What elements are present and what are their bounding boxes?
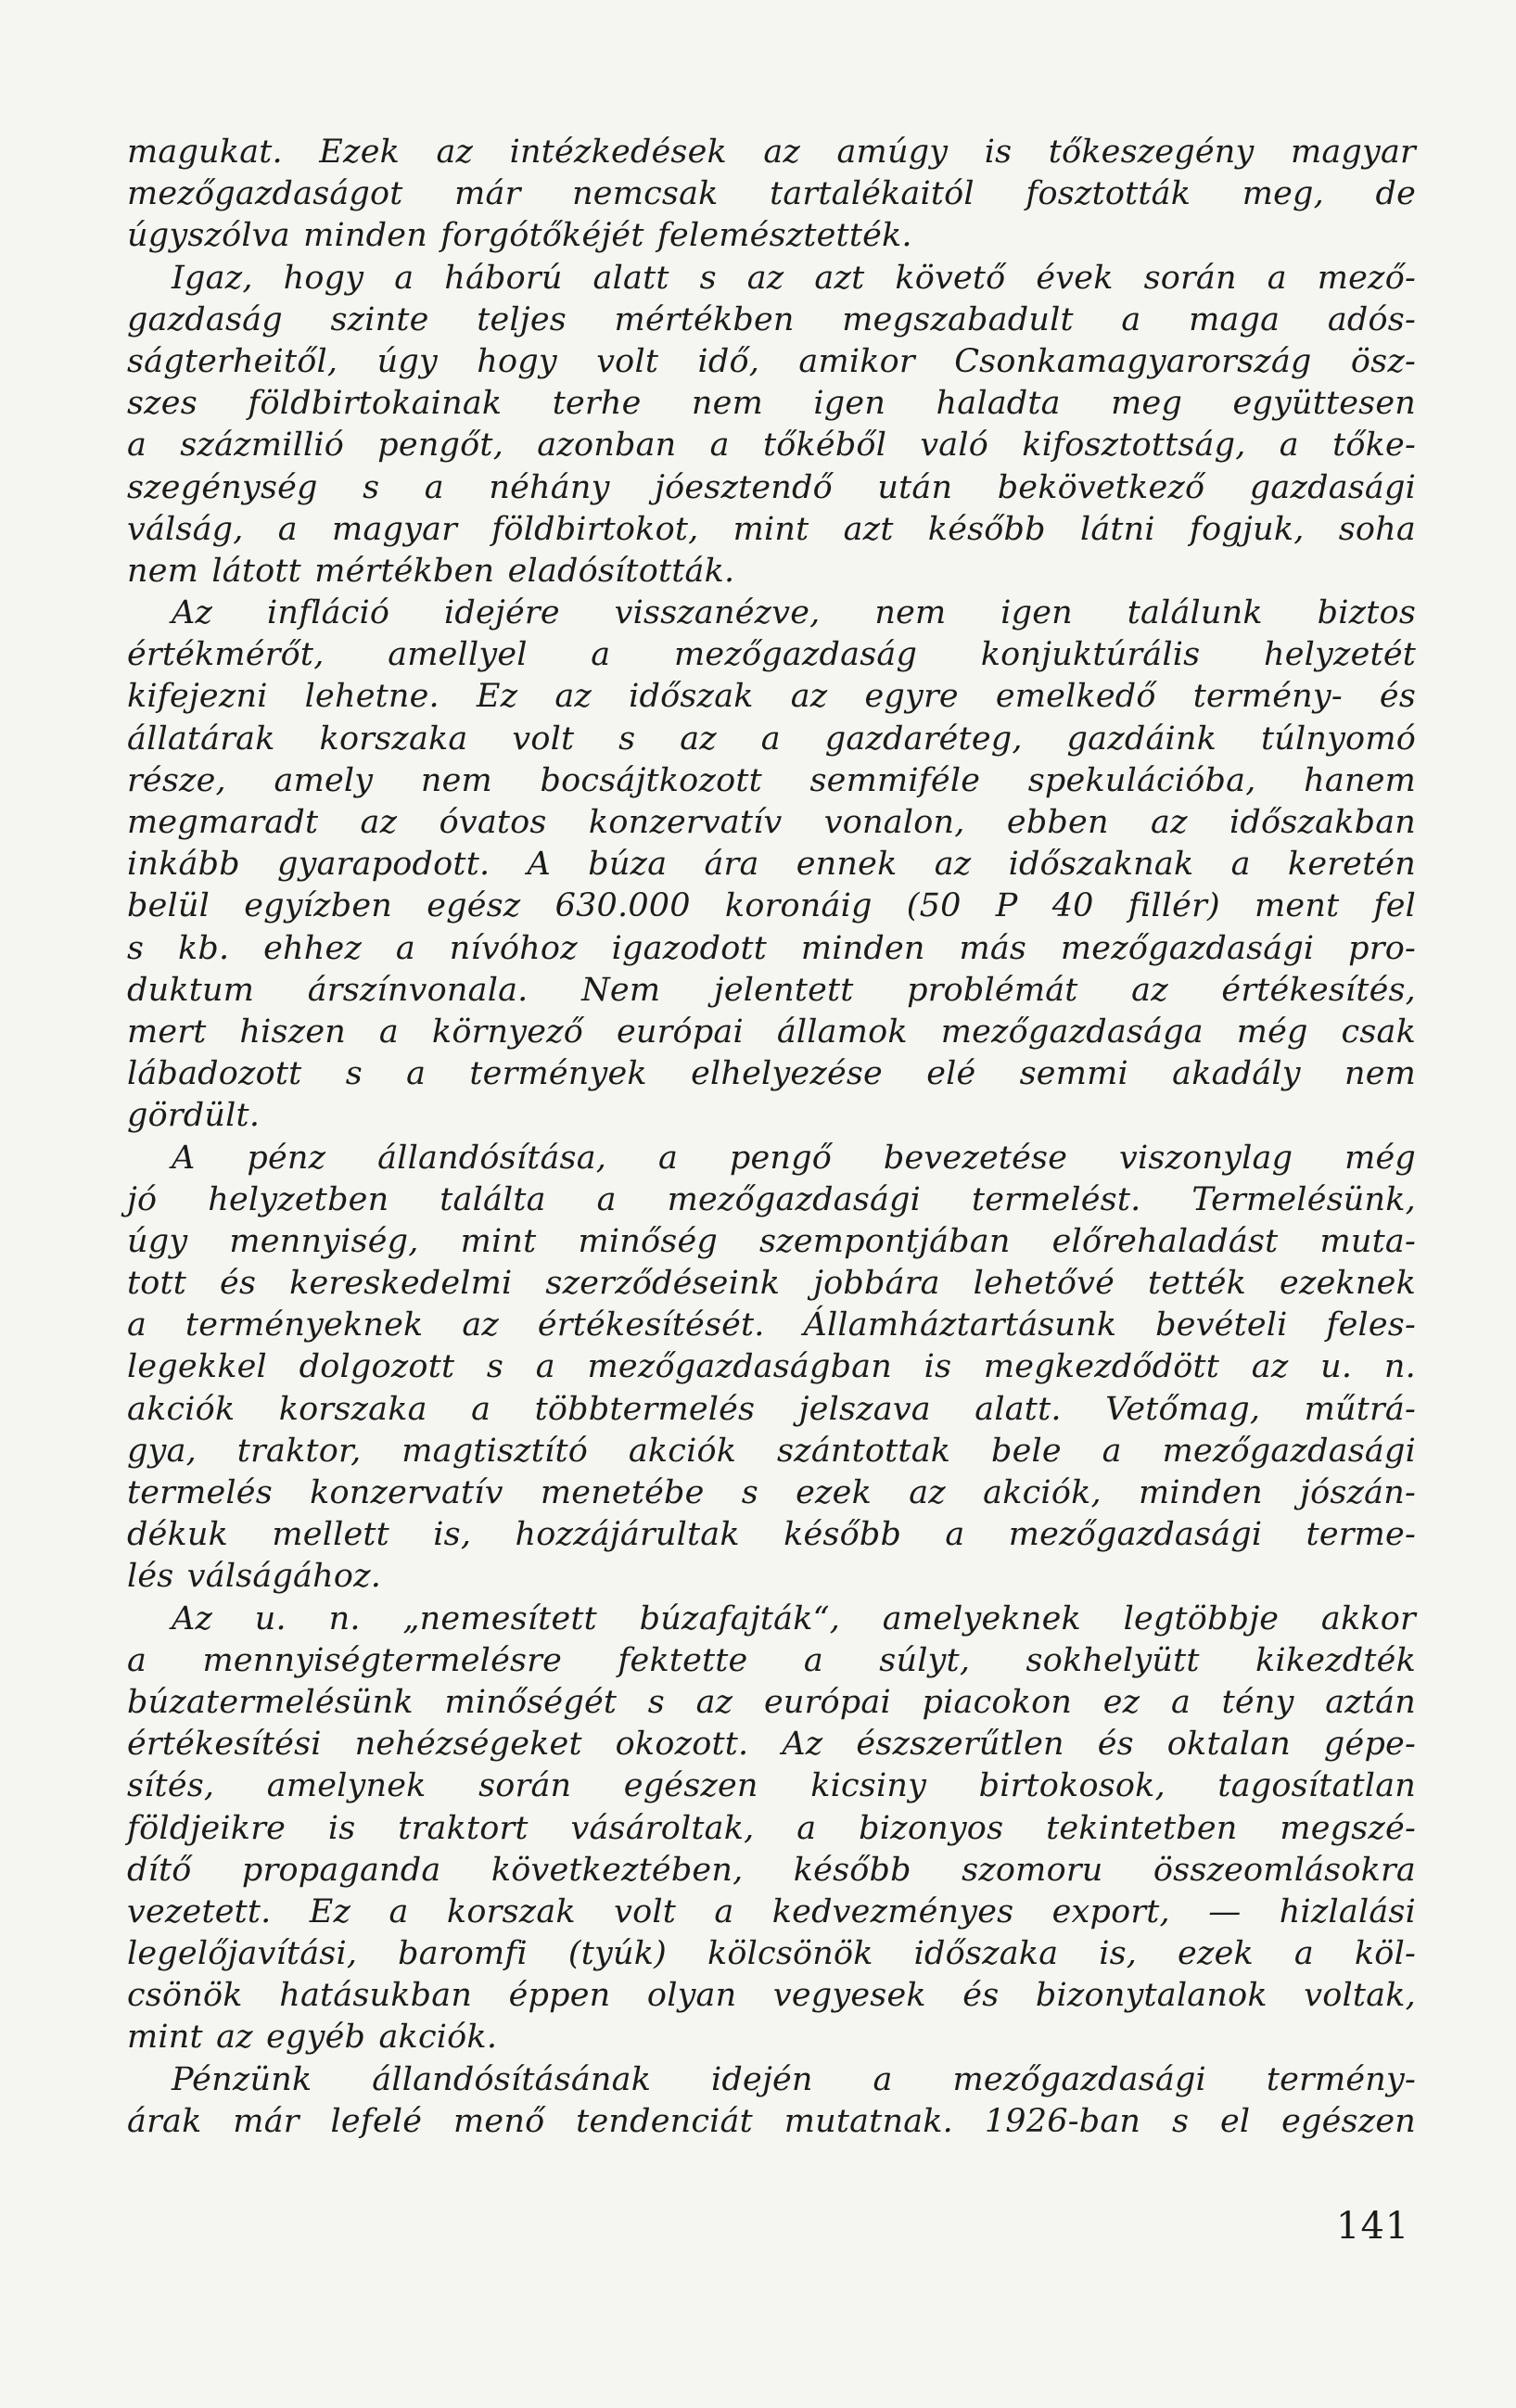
body-text [127, 132, 1416, 2143]
text-line: árak már lefelé menő tendenciát mutatnak. 1926-ban s el egészen [127, 2102, 1416, 2140]
text-line: megmaradt az óvatos konzervatív vonalon, ebben az időszakban [127, 804, 1416, 841]
text-line: sítés, amelynek során egészen kicsiny birtokosok, tagosítatlan [127, 1767, 1416, 1805]
text-line: úgy mennyiség, mint minőség szempontjában előrehaladást muta- [127, 1222, 1416, 1260]
text-line: dékuk mellett is, hozzájárultak később a mezőgazdasági terme- [127, 1516, 1416, 1554]
text-line: kifejezni lehetne. Ez az időszak az egyre emelkedő termény- és [127, 678, 1416, 716]
text-line: gördült. [127, 1097, 261, 1135]
text-line: duktum árszínvonala. Nem jelentett problémát az értékesítés, [127, 971, 1416, 1009]
text-line: s kb. ehhez a nívóhoz igazodott minden más mezőgazdasági pro- [127, 929, 1416, 967]
text-line: úgyszólva minden forgótőkéjét felemésztették. [127, 217, 912, 255]
text-line: Pénzünk állandósításának idején a mezőgazdasági termény- [172, 2060, 1416, 2098]
text-line: válság, a magyar földbirtokot, mint azt később látni fogjuk, soha [127, 510, 1416, 548]
text-line: tott és kereskedelmi szerződéseink jobbára lehetővé tették ezeknek [127, 1265, 1416, 1303]
text-line: dítő propaganda következtében, később szomoru összeomlásokra [127, 1851, 1416, 1889]
text-line: földjeikre is traktort vásároltak, a bizonyos tekintetben megszé- [127, 1809, 1416, 1847]
text-line: mert hiszen a környező európai államok mezőgazdasága még csak [127, 1013, 1416, 1051]
text-line: termelés konzervatív menetébe s ezek az akciók, minden jószán- [127, 1474, 1416, 1511]
text-line: búzatermelésünk minőségét s az európai piacokon ez a tény aztán [127, 1683, 1416, 1721]
text-line: gazdaság szinte teljes mértékben megszabadult a maga adós- [127, 300, 1416, 338]
text-line: gya, traktor, magtisztító akciók szántottak bele a mezőgazdasági [127, 1432, 1416, 1470]
text-line: értékesítési nehézségeket okozott. Az észszerűtlen és oktalan gépe- [127, 1726, 1416, 1764]
text-line: a mennyiségtermelésre fektette a súlyt, sokhelyütt kikezdték [127, 1641, 1416, 1679]
text-line: csönök hatásukban éppen olyan vegyesek és bizonytalanok voltak, [127, 1977, 1416, 2015]
text-line: ságterheitől, úgy hogy volt idő, amikor Csonkamagyarország ösz- [127, 342, 1416, 380]
text-line: szegénység s a néhány jóesztendő után bekövetkező gazdasági [127, 468, 1416, 506]
text-line: Az infláció idejére visszanézve, nem igen találunk biztos [172, 594, 1416, 632]
page-number: 141 [1336, 2205, 1410, 2248]
text-line: a százmillió pengőt, azonban a tőkéből való kifosztottság, a tőke- [127, 427, 1416, 465]
text-line: legelőjavítási, baromfi (tyúk) kölcsönök időszaka is, ezek a köl- [127, 1935, 1416, 1973]
text-line: a terményeknek az értékesítését. Államháztartásunk bevételi feles- [127, 1306, 1416, 1344]
text-line: legekkel dolgozott s a mezőgazdaságban is megkezdődött az u. n. [127, 1348, 1416, 1386]
text-line: inkább gyarapodott. A búza ára ennek az időszaknak a keretén [127, 846, 1416, 884]
text-line: mint az egyéb akciók. [127, 2019, 498, 2057]
text-line: jó helyzetben találta a mezőgazdasági termelést. Termelésünk, [127, 1180, 1416, 1218]
text-line: Az u. n. „nemesített búzafajták“, amelyeknek legtöbbje akkor [172, 1599, 1416, 1637]
text-line: Igaz, hogy a háború alatt s az azt követő évek során a mező- [172, 259, 1416, 297]
text-line: nem látott mértékben eladósították. [127, 552, 735, 590]
text-line: belül egyízben egész 630.000 koronáig (50 P 40 fillér) ment fel [127, 887, 1416, 925]
text-line: lábadozott s a termények elhelyezése elé semmi akadály nem [127, 1055, 1416, 1093]
text-line: vezetett. Ez a korszak volt a kedvezményes export, — hizlalási [127, 1892, 1416, 1930]
text-line: értékmérőt, amellyel a mezőgazdaság konjuktúrális helyzetét [127, 636, 1416, 674]
text-line: része, amely nem bocsájtkozott semmiféle spekulációba, hanem [127, 761, 1416, 799]
text-line: A pénz állandósítása, a pengő bevezetése viszonylag még [172, 1139, 1416, 1177]
text-line: magukat. Ezek az intézkedések az amúgy is tőkeszegény magyar [127, 134, 1416, 171]
text-line: lés válságához. [127, 1558, 382, 1596]
text-line: mezőgazdaságot már nemcsak tartalékaitól fosztották meg, de [127, 175, 1416, 213]
text-line: szes földbirtokainak terhe nem igen haladta meg együttesen [127, 385, 1416, 423]
text-line: akciók korszaka a többtermelés jelszava alatt. Vetőmag, műtrá- [127, 1390, 1416, 1428]
text-line: állatárak korszaka volt s az a gazdaréteg, gazdáink túlnyomó [127, 720, 1416, 758]
